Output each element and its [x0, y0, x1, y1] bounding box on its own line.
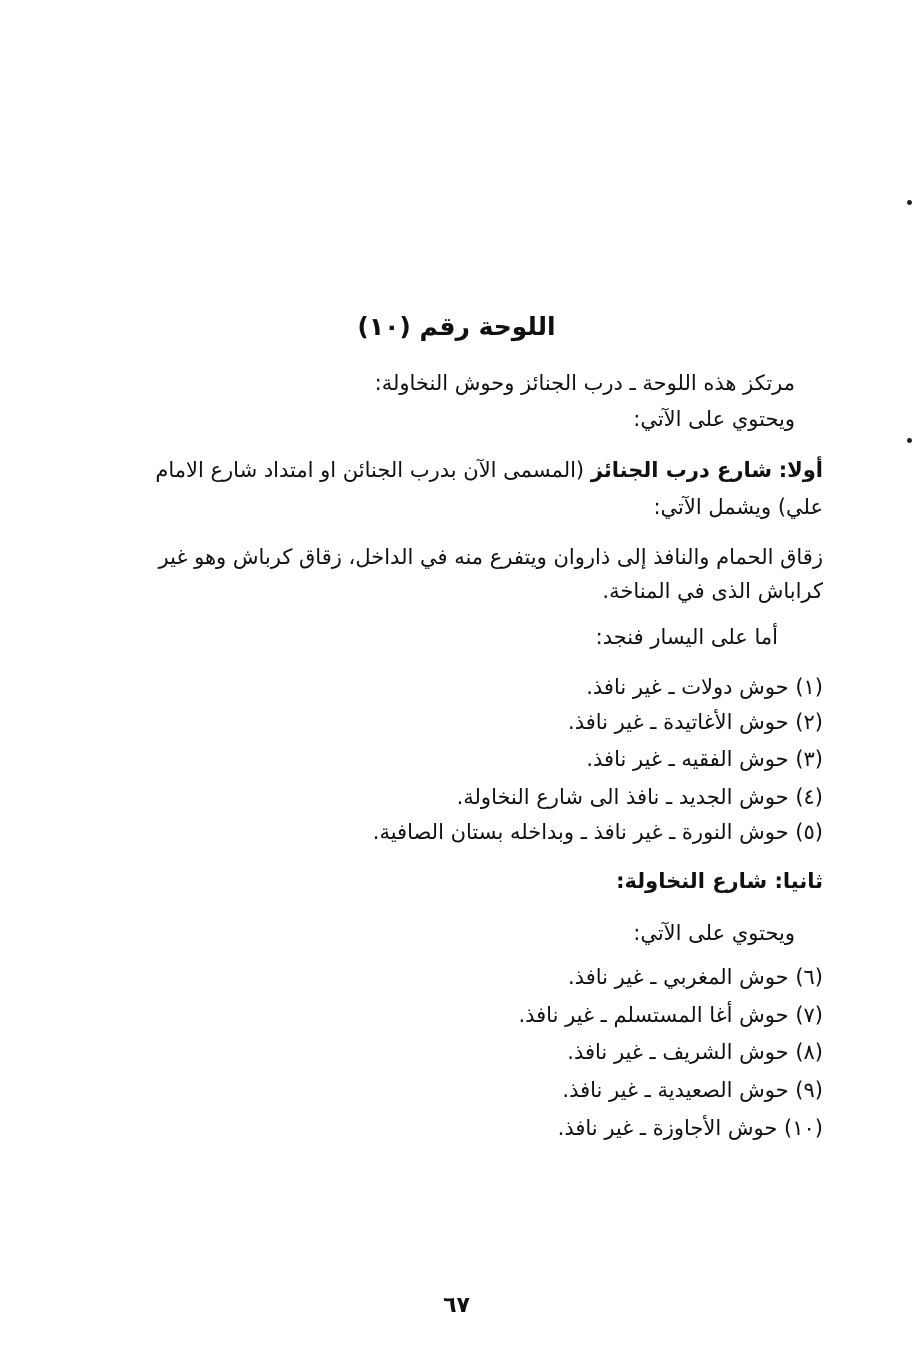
list-item: (٧) حوش أغا المستسلم ـ غير نافذ. — [518, 1003, 823, 1027]
list-item: (٢) حوش الأغاتيدة ـ غير نافذ. — [568, 710, 823, 734]
section-1-heading: شارع درب الجنائز — [590, 458, 773, 482]
list-item: (١) حوش دولات ـ غير نافذ. — [586, 675, 823, 699]
list-item: (٦) حوش المغربي ـ غير نافذ. — [568, 965, 823, 989]
scan-mark — [907, 438, 912, 443]
list-item: (٤) حوش الجديد ـ نافذ الى شارع النخاولة. — [456, 785, 823, 809]
section-1-paragraph-line-1: زقاق الحمام والنافذ إلى ذاروان ويتفرع منه في الداخل، زقاق كرباش وهو غير — [158, 545, 823, 569]
list-item: (١٠) حوش الأجاوزة ـ غير نافذ. — [557, 1116, 823, 1140]
section-1-first-line — [155, 455, 823, 485]
section-1-line-1-rest: (المسمى الآن بدرب الجنائن او امتداد شارع الامام — [155, 458, 585, 482]
page-number: ٦٧ — [443, 1293, 470, 1318]
scan-mark — [907, 200, 912, 205]
section-2-intro: ويحتوي على الآتي: — [633, 921, 795, 945]
section-1-paragraph-line-2: كراباش الذى في المناخة. — [602, 579, 823, 603]
page-title: اللوحة رقم (١٠) — [357, 312, 556, 341]
list-item: (٩) حوش الصعيدية ـ غير نافذ. — [562, 1078, 823, 1102]
intro-line-2: ويحتوي على الآتي: — [633, 407, 795, 431]
section-1-line-2: علي) ويشمل الآتي: — [653, 495, 823, 519]
intro-line-1: مرتكز هذه اللوحة ـ درب الجنائز وحوش النخاولة: — [374, 371, 795, 395]
section-1-label: أولا: — [778, 458, 823, 482]
list-item: (٣) حوش الفقيه ـ غير نافذ. — [586, 747, 823, 771]
list-item: (٥) حوش النورة ـ غير نافذ ـ وبداخله بستان الصافية. — [372, 820, 823, 844]
section-2-heading: ثانيا: شارع النخاولة: — [616, 869, 823, 893]
left-side-intro: أما على اليسار فنجد: — [595, 625, 778, 649]
list-item: (٨) حوش الشريف ـ غير نافذ. — [567, 1040, 823, 1064]
